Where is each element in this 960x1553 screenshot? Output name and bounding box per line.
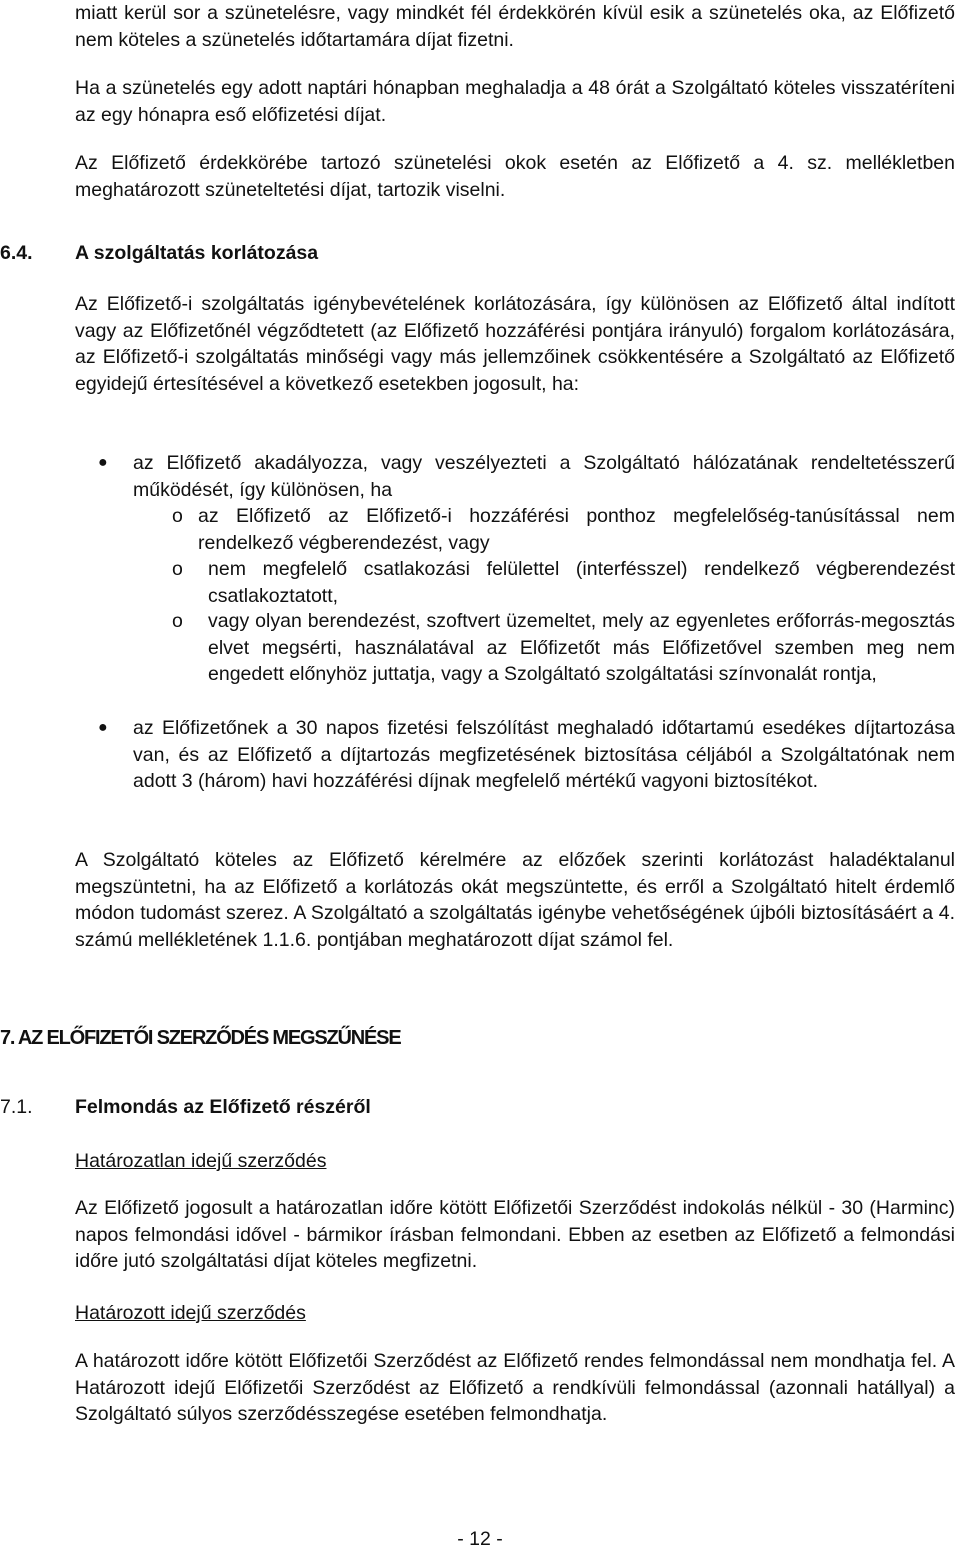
section-number: 7.1. — [0, 1096, 33, 1118]
section-number: 6.4. — [0, 242, 33, 264]
section-title: A szolgáltatás korlátozása — [75, 242, 319, 264]
sub-bullet-marker: o — [172, 505, 183, 527]
bullet-text: az Előfizetőnek a 30 napos fizetési felszólítást meghaladó időtartamú esedékes díjtartozása van, és az Előfizető a díjtartozás megfizetésének biztosítása céljából a Szolgáltatónak nem adott 3 (három) havi hozzáférési díjnak megfelelő mértékű vagyoni biztosítékot. — [133, 717, 955, 792]
sub-item-text: nem megfelelő csatlakozási felülettel (interfésszel) rendelkező végberendezést csatlakoztatott, — [208, 558, 955, 607]
sub-bullet-marker: o — [172, 610, 183, 632]
subheading-indefinite-contract: Határozatlan idejű szerződés — [75, 1150, 327, 1172]
section-title: Felmondás az Előfizető részéről — [75, 1096, 371, 1118]
sub-item-text: vagy olyan berendezést, szoftvert üzemeltet, mely az egyenletes erőforrás-megosztás elvet megsérti, használatával az Előfizetőt más Előfizetővel szemben meg nem engedett előnyhöz juttatja, vagy a Szolgáltató szolgáltatási színvonalát rontja, — [208, 610, 955, 685]
paragraph-fixed-term-contract: A határozott időre kötött Előfizetői Szerződést az Előfizető rendes felmondással nem mondhatja fel. A Határozott idejű Előfizetői Szerződést az Előfizető a rendkívüli felmondással (azonnali hatállyal) a Szolgáltató súlyos szerződésszegése esetében felmondhatja. — [75, 1350, 955, 1425]
subheading-fixed-term-contract: Határozott idejű szerződés — [75, 1302, 306, 1324]
bullet-icon: ● — [98, 454, 108, 471]
bullet-text: az Előfizető akadályozza, vagy veszélyezteti a Szolgáltató hálózatának rendeltetésszerű működését, így különösen, ha — [133, 452, 955, 501]
paragraph-restriction-removal: A Szolgáltató köteles az Előfizető kérelmére az előzőek szerinti korlátozást haladéktalanul megszüntetni, ha az Előfizető a korlátozás okát megszüntette, és erről a Szolgáltató hitelt érdemlő módon tudomást szerez. A Szolgáltató a szolgáltatás igénybe vehetőségének újbóli biztosításáért a 4. számú mellékletének 1.1.6. pontjában meghatározott díjat számol fel. — [75, 849, 955, 951]
paragraph-suspension-fee: miatt kerül sor a szünetelésre, vagy mindkét fél érdekkörén kívül esik a szünetelés oka, az Előfizető nem köteles a szünetelés időtartamára díjat fizetni. — [75, 2, 955, 51]
sub-item-text: az Előfizető az Előfizető-i hozzáférési ponthoz megfelelőség-tanúsítással nem rendelkező végberendezést, vagy — [198, 505, 955, 554]
paragraph-indefinite-contract: Az Előfizető jogosult a határozatlan időre kötött Előfizetői Szerződést indokolás nélkül - 30 (Harminc) napos felmondási idővel - bármikor írásban felmondani. Ebben az esetben az Előfizető a felmondási időre jutó szolgáltatási díjat köteles megfizetni. — [75, 1197, 955, 1272]
paragraph-suspension-refund: Ha a szünetelés egy adott naptári hónapban meghaladja a 48 órát a Szolgáltató köteles visszatéríteni az egy hónapra eső előfizetési díjat. — [75, 77, 955, 126]
chapter-heading-7: 7. AZ ELŐFIZETŐI SZERZŐDÉS MEGSZŰNÉSE — [0, 1027, 401, 1049]
paragraph-suspension-reasons: Az Előfizető érdekkörébe tartozó szünetelési okok esetén az Előfizető a 4. sz. mellékletben meghatározott szüneteltetési díjat, tartozik viselni. — [75, 152, 955, 201]
sub-bullet-marker: o — [172, 558, 183, 580]
paragraph-restriction-intro: Az Előfizető-i szolgáltatás igénybevételének korlátozására, így különösen az Előfizető által indított vagy az Előfizetőnél végződtetett (az Előfizető hozzáférési pontjára irányuló) forgalom korlátozására, az Előfizető-i szolgáltatás minőségi vagy más jellemzőinek csökkentésére a Szolgáltató az Előfizető egyidejű értesítésével a következő esetekben jogosult, ha: — [75, 293, 955, 395]
bullet-icon: ● — [98, 719, 108, 736]
page-number: - 12 - — [457, 1528, 503, 1550]
